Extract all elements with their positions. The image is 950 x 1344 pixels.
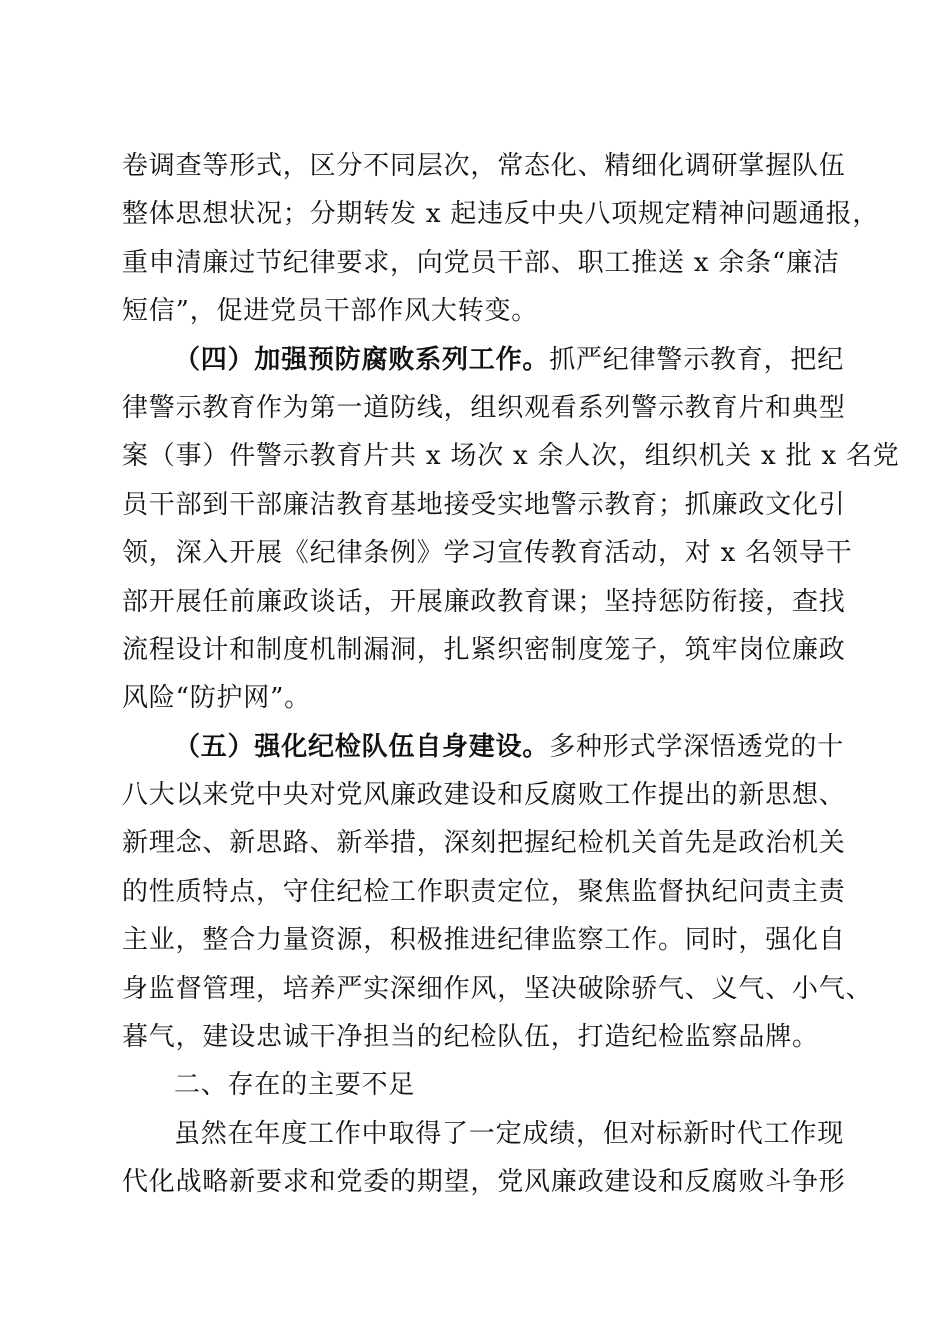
section-4-title: （四）加强预防腐败系列工作。 — [174, 344, 550, 375]
text-line: 领，深入开展《纪律条例》学习宣传教育活动，对 x 名领导干 — [122, 538, 853, 569]
text-line: 卷调查等形式，区分不同层次，常态化、精细化调研掌握队伍 — [122, 151, 846, 181]
text-line: 律警示教育作为第一道防线，组织观看系列警示教育片和典型 — [122, 392, 846, 423]
text-line: 的性质特点，守住纪检工作职责定位，聚焦监督执纪问责主责 — [122, 876, 846, 907]
section-4-line-0: 抓严纪律警示教育，把纪 — [549, 344, 845, 375]
text-line: 虽然在年度工作中取得了一定成绩，但对标新时代工作现 — [174, 1118, 845, 1149]
text-line: 部开展任前廉政谈话，开展廉政教育课；坚持惩防衔接，查找 — [122, 586, 846, 617]
text-line: 案（事）件警示教育片共 x 场次 x 余人次，组织机关 x 批 x 名党 — [122, 441, 900, 472]
text-line: 员干部到干部廉洁教育基地接受实地警示教育；抓廉政文化引 — [122, 489, 846, 520]
text-line: 流程设计和制度机制漏洞，扎紧织密制度笼子，筑牢岗位廉政 — [122, 634, 846, 665]
text-line: 八大以来党中央对党风廉政建设和反腐败工作提出的新思想、 — [122, 780, 846, 811]
text-line: 短信”，促进党员干部作风大转变。 — [122, 296, 539, 327]
paragraph-section-4 — [122, 336, 900, 723]
paragraph-3-tail — [122, 142, 880, 336]
text-line: 主业，整合力量资源，积极推进纪律监察工作。同时，强化自 — [122, 925, 846, 956]
text-line: 身监督管理，培养严实深细作风，坚决破除骄气、义气、小气、 — [122, 973, 873, 1004]
text-line: 代化战略新要求和党委的期望，党风廉政建设和反腐败斗争形 — [122, 1167, 846, 1198]
document-body — [122, 142, 900, 1207]
text-line: 重申清廉过节纪律要求，向党员干部、职工推送 x 余条“廉洁 — [122, 247, 840, 278]
paragraph-section-5 — [122, 723, 873, 1062]
text-line: 整体思想状况；分期转发 x 起违反中央八项规定精神问题通报， — [122, 199, 880, 230]
text-line: 风险“防护网”。 — [122, 683, 311, 714]
section-heading: 二、存在的主要不足 — [174, 1070, 416, 1101]
section-two — [122, 1061, 846, 1206]
section-5-line-0: 多种形式学深悟透党的十 — [549, 731, 845, 762]
text-line: 暮气，建设忠诚干净担当的纪检队伍，打造纪检监察品牌。 — [122, 1022, 819, 1053]
text-line-first — [122, 336, 845, 384]
text-line-first — [122, 723, 845, 771]
section-5-title: （五）强化纪检队伍自身建设。 — [174, 731, 550, 762]
text-line: 新理念、新思路、新举措，深刻把握纪检机关首先是政治机关 — [122, 828, 846, 859]
